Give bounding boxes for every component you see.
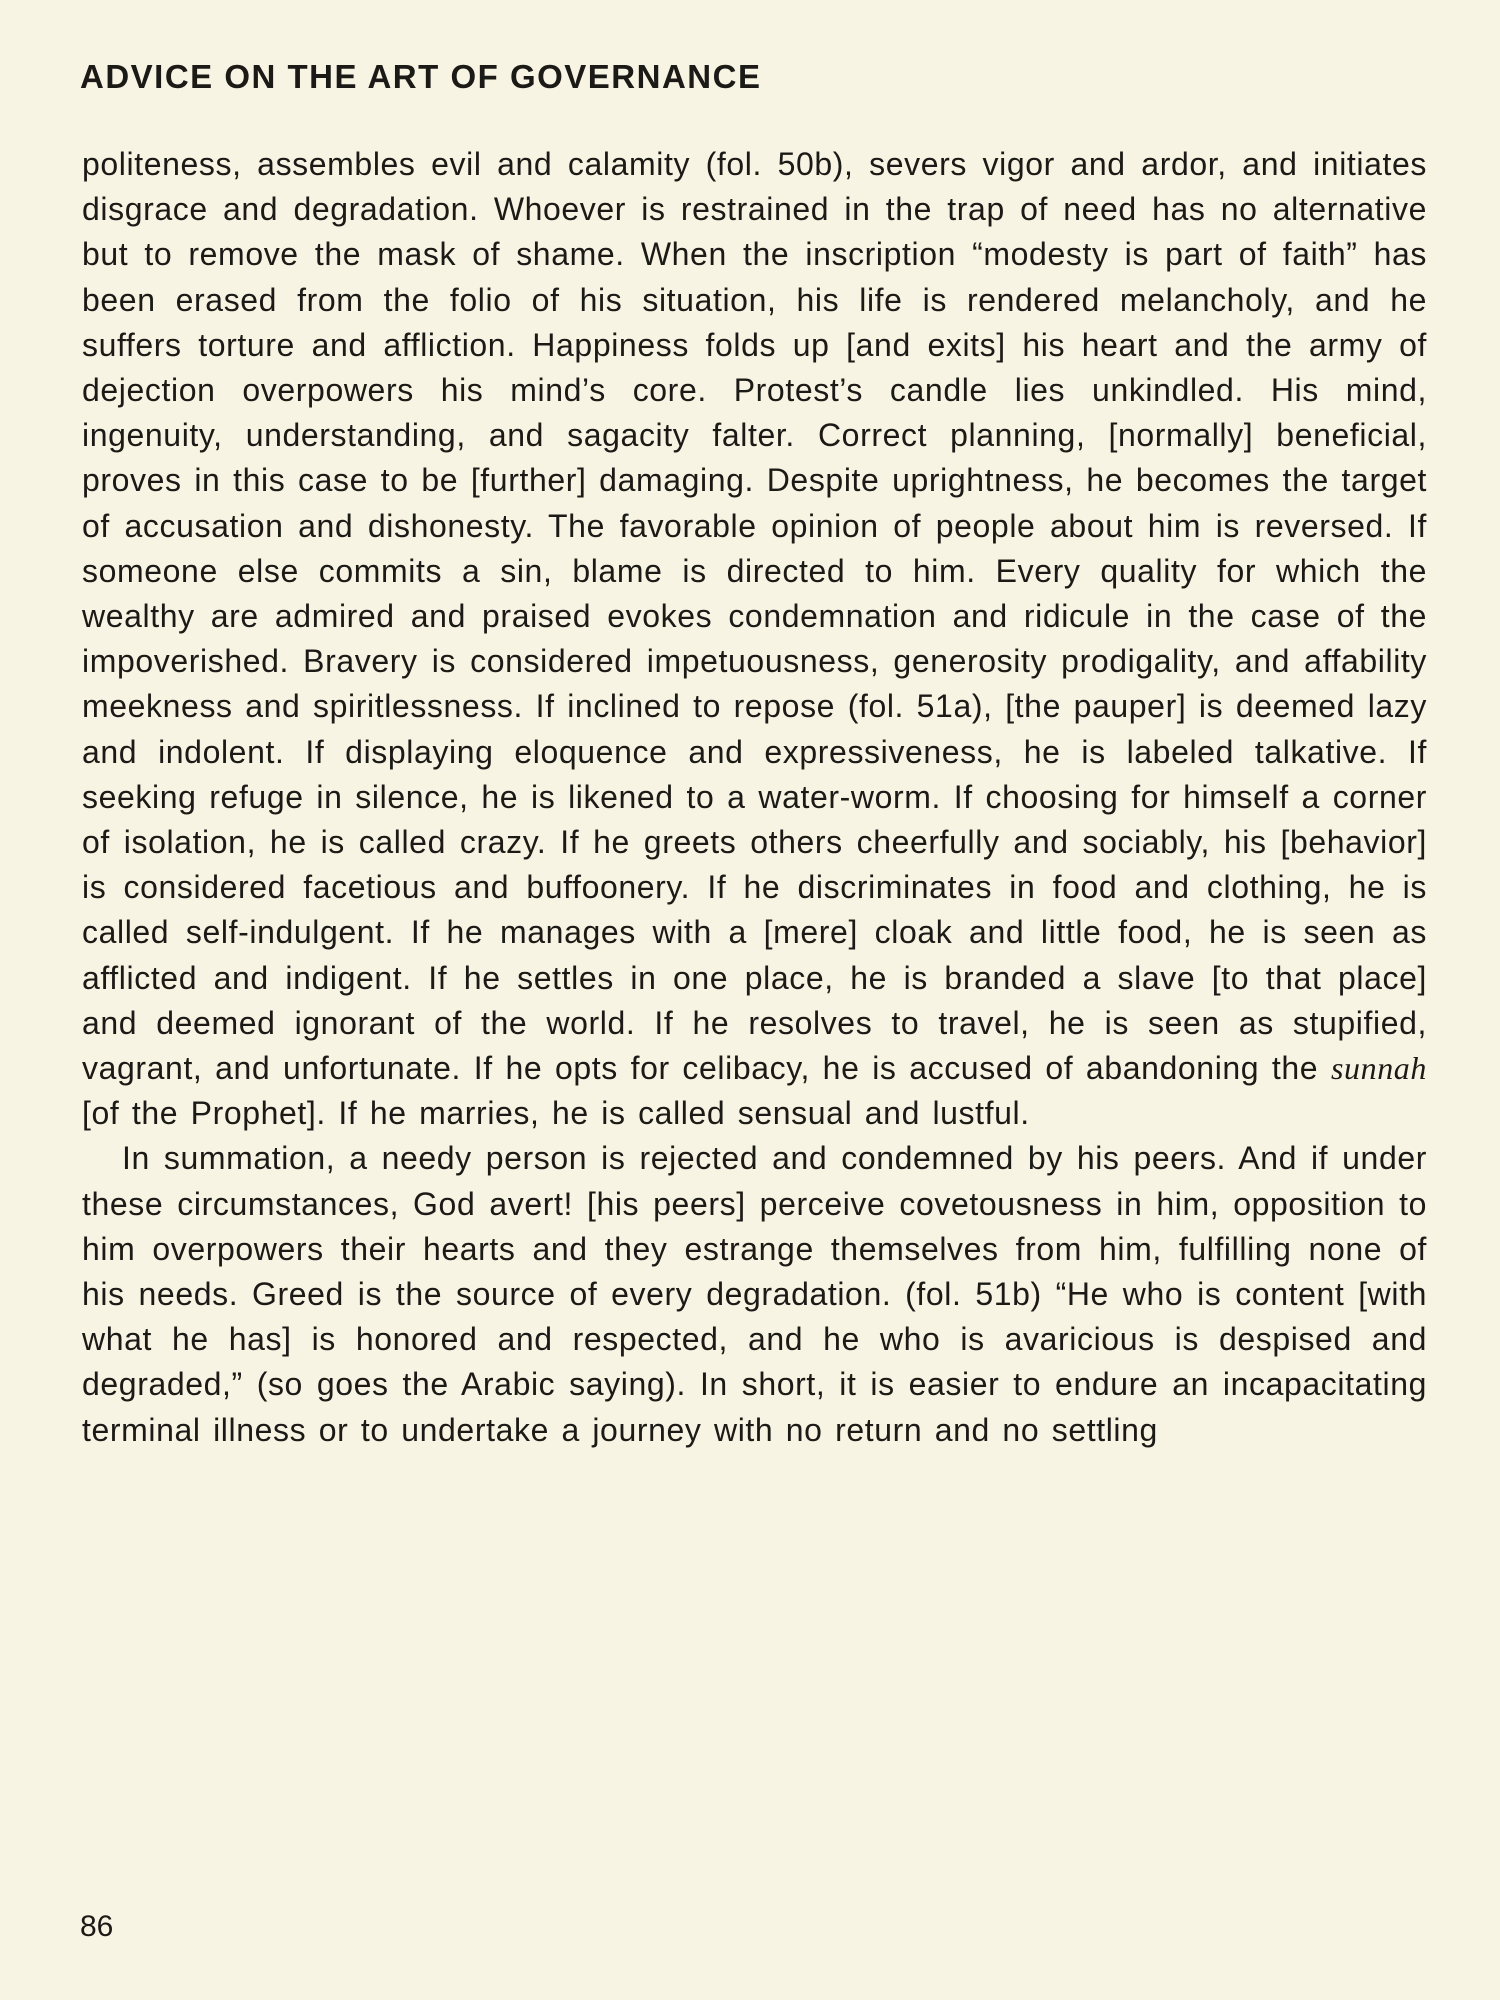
page-number: 86 <box>80 1910 114 1943</box>
running-head: ADVICE ON THE ART OF GOVERNANCE <box>80 58 762 95</box>
italic-term: sunnah <box>1330 1050 1427 1087</box>
paragraph-1-end: [of the Prophet]. If he marries, he is called sensual and lustful. <box>82 1095 1030 1132</box>
paragraph-1-text: politeness, assembles evil and calamity (fol. 50b), severs vigor and ardor, and initiates disgrace and degradation. Whoever is restrained in the trap of need has no alternative but to remove the mask of shame. When the inscription “modesty is part of faith” has been erased from the folio of his situation, his life is rendered melancholy, and he suffers torture and affliction. Happiness folds up [and exits] his heart and the army of dejection overpowers his mind’s core. Protest’s candle lies unkindled. His mind, ingenuity, understanding, and sagacity falter. Correct planning, [normally] beneficial, proves in this case to be [further] damaging. Despite uprightness, he becomes the target of accusation and dishonesty. The favorable opinion of people about him is reversed. If someone else commits a sin, blame is directed to him. Every quality for which the wealthy are admired and praised evokes condemnation and ridicule in the case of the impoverished. Bravery is considered impetuousness, generosity prodigality, and affability meekness and spiritlessness. If inclined to repose (fol. 51a), [the pauper] is deemed lazy and indolent. If displaying eloquence and expressiveness, he is labeled talkative. If seeking refuge in silence, he is likened to a water-worm. If choosing for himself a corner of isolation, he is called crazy. If he greets others cheerfully and sociably, his [behavior] is considered facetious and buffoonery. If he discriminates in food and clothing, he is called self-indulgent. If he manages with a [mere] cloak and little food, he is seen as afflicted and indigent. If he settles in one place, he is branded a slave [to that place] and deemed ignorant of the world. If he resolves to travel, he is seen as stupified, vagrant, and unfortunate. If he opts for celibacy, he is accused of abandoning the <box>82 146 1427 1087</box>
paragraph-2: In summation, a needy person is rejected and condemned by his peers. And if under these circumstances, God avert! [his peers] perceive covetousness in him, opposition to him overpowers their hearts and they estrange themselves from him, fulfilling none of his needs. Greed is the source of every degradation. (fol. 51b) “He who is content [with what he has] is honored and respected, and he who is avaricious is despised and degraded,” (so goes the Arabic saying). In short, it is easier to endure an incapacitating terminal illness or to undertake a journey with no return and no settling <box>82 1140 1427 1448</box>
paragraph-1 <box>82 142 1427 1136</box>
body-text <box>82 142 1427 1453</box>
